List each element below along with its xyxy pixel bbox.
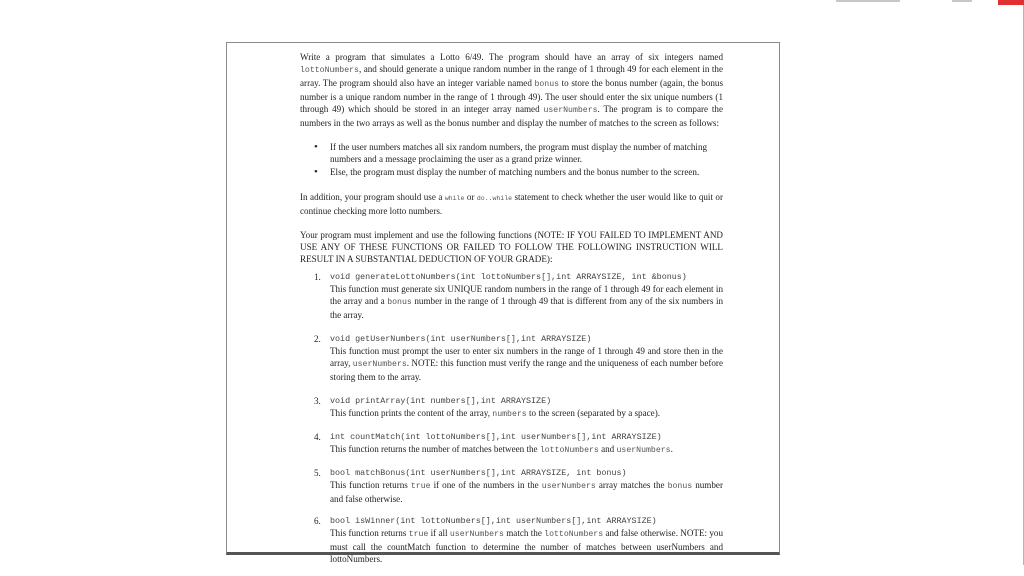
function-number: 2. — [314, 334, 321, 344]
intro-text-4: . The program is to compare the numbers in the two arrays as well as the bonus number and display the number of matches to the screen as follows: — [300, 104, 723, 128]
intro-text-3: to store the bonus number (again, the bonus number is a unique random number in the range of 1 through 49). The user should enter the six unique numbers (1 through 49) which should be stored in an integer array named — [300, 78, 723, 114]
function-list — [300, 271, 723, 565]
var-bonus: bonus — [534, 80, 560, 89]
addition-text-3: statement to check whether the user would like to quit or continue checking more lotto numbers. — [300, 192, 724, 216]
requirement-paragraph: Your program must implement and use the following functions (NOTE: IF YOU FAILED TO IMPLEMENT AND USE ANY OF THESE FUNCTIONS OR FAILED TO FOLLOW THE FOLLOWING INSTRUCTION WILL RESULT IN A SUBSTANTIAL DEDUCTION OF YOUR GRADE): — [300, 230, 723, 264]
function-signature: void printArray(int numbers[],int ARRAYSIZE) — [330, 396, 552, 406]
bullet-list — [300, 141, 723, 178]
function-number: 1. — [314, 272, 321, 282]
function-number: 6. — [314, 516, 321, 526]
var-lottonumbers: lottoNumbers — [300, 66, 359, 75]
document-page[interactable] — [226, 42, 780, 564]
function-item — [300, 271, 723, 323]
function-description: This function prints the content of the array, numbers to the screen (separated by a space). — [330, 408, 661, 419]
function-number: 5. — [314, 468, 321, 478]
function-signature: void getUserNumbers(int userNumbers[],int ARRAYSIZE) — [330, 334, 592, 344]
intro-paragraph — [300, 51, 723, 129]
bullet-item: • If the user numbers matches all six random numbers, the program must display the number of matching numbers and a message proclaiming the user as a grand prize winner. — [300, 141, 723, 165]
function-description: This function must generate six UNIQUE random numbers in the range of 1 through 49 for each element in the array and a bonus number in the range of 1 through 49 that is different from any of the six numbers in the array. — [330, 284, 724, 320]
addition-text-1: In addition, your program should use a — [300, 192, 445, 202]
function-item — [300, 431, 723, 457]
keyword-while: while — [444, 195, 465, 202]
function-description: This function returns true if all userNumbers match the lottoNumbers and false otherwise. NOTE: you must call the countMatch function to determine the number of matches between userNumbers and lottoNumbers. — [330, 528, 724, 564]
function-description: This function returns the number of matches between the lottoNumbers and userNumbers. — [330, 444, 673, 455]
top-red-marker — [998, 0, 1024, 5]
var-usernumbers: userNumbers — [543, 106, 598, 115]
function-signature: bool isWinner(int lottoNumbers[],int userNumbers[],int ARRAYSIZE) — [330, 516, 657, 526]
addition-paragraph — [300, 191, 723, 217]
function-signature: void generateLottoNumbers(int lottoNumbers[],int ARRAYSIZE, int &bonus) — [330, 272, 687, 282]
top-rule-left — [836, 0, 900, 2]
function-description: This function must prompt the user to enter six numbers in the range of 1 through 49 and store then in the array, userNumbers. NOTE: this function must verify the range and the uniqueness of each number before storing them to the array. — [330, 346, 723, 382]
intro-text-1: Write a program that simulates a Lotto 6/49. The program should have an array of six integers named — [300, 52, 723, 62]
function-number: 4. — [314, 432, 321, 442]
function-item — [300, 467, 723, 505]
function-number: 3. — [314, 396, 321, 406]
function-signature: bool matchBonus(int userNumbers[],int ARRAYSIZE, int bonus) — [330, 468, 627, 478]
addition-text-2: or — [464, 192, 477, 202]
function-signature: int countMatch(int lottoNumbers[],int userNumbers[],int ARRAYSIZE) — [330, 432, 662, 442]
top-rule-right — [952, 0, 972, 2]
document-content — [300, 51, 723, 575]
function-item — [300, 333, 723, 385]
bullet-item: • Else, the program must display the number of matching numbers and the bonus number to the screen. — [300, 166, 723, 178]
intro-text-2: , and should generate a unique random number in the range of 1 through 49 for each element in the array. The program should also have an integer variable named — [300, 64, 723, 88]
function-item — [300, 515, 723, 565]
function-description: This function returns true if one of the numbers in the userNumbers array matches the bonus number and false otherwise. — [330, 480, 723, 504]
keyword-do-while: do..while — [476, 195, 512, 202]
function-item — [300, 395, 723, 421]
